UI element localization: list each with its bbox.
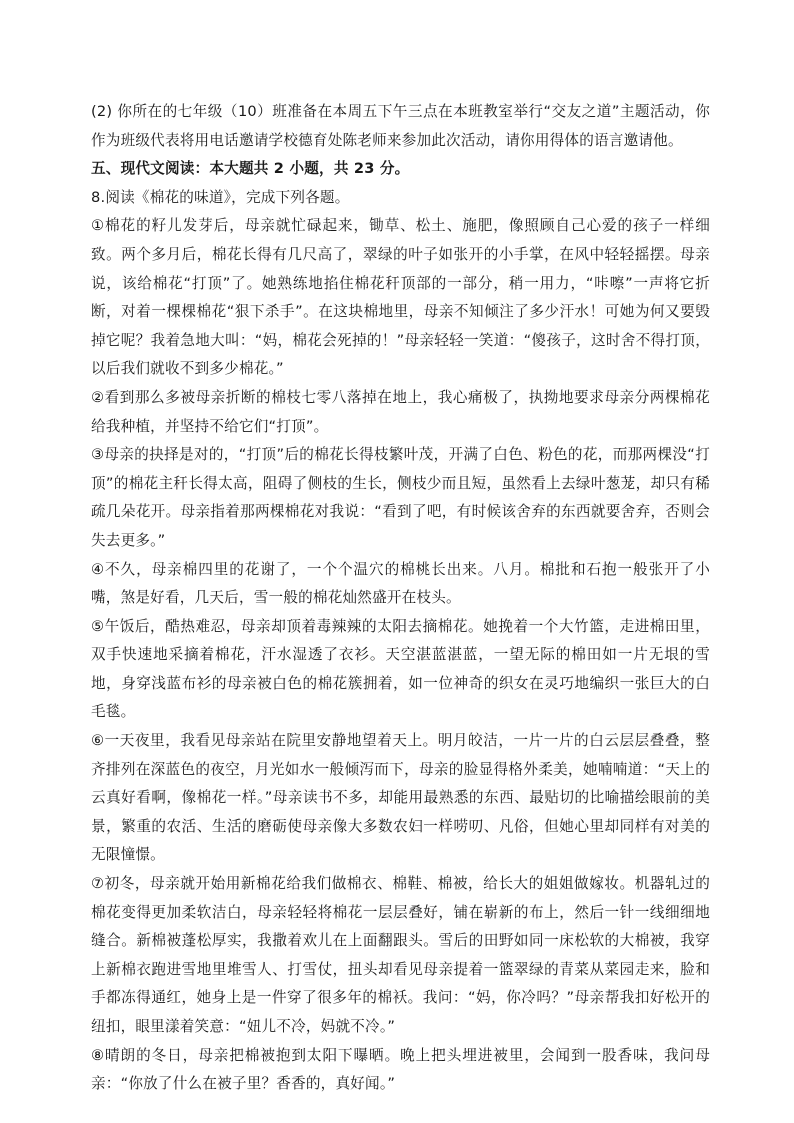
question-8-intro: 8.阅读《棉花的味道》，完成下列各题。 [91, 188, 350, 206]
paragraph-7: ⑦初冬，母亲就开始用新棉花给我们做棉衣、棉鞋、棉被，给长大的姐姐做嫁妆。机器轧过的棉花变得更加柔软洁白，母亲轻轻将棉花一层层叠好，铺在崭新的布上，然后一针一线细细地缝合。新棉被蓬松厚实，我撒着欢儿在上面翻跟头。雪后的田野如同一床松软的大棉被，我穿上新棉衣跑进雪地里堆雪人、打雪仗，扭头却看见母亲提着一篮翠绿的青菜从菜园走来，脸和手都冻得通红，她身上是一件穿了很多年的棉袄。我问：“妈，你冷吗？”母亲帮我扣好松开的纽扣，眼里漾着笑意：“妞儿不冷，妈就不冷。” [91, 875, 710, 1035]
paragraph-8: ⑧晴朗的冬日，母亲把棉被抱到太阳下曝晒。晚上把头埋进被里，会闻到一股香味，我问母亲：“你放了什么在被子里？香香的，真好闻。” [91, 1046, 710, 1093]
section-heading: 五、现代文阅读：本大题共 2 小题，共 23 分。 [91, 160, 410, 178]
paragraph-2: ②看到那么多被母亲折断的棉枝七零八落掉在地上，我心痛极了，执拗地要求母亲分两棵棉花给我种植，并坚持不给它们“打顶”。 [91, 388, 710, 435]
question-part-2: (2) 你所在的七年级（10）班准备在本周五下午三点在本班教室举行“交友之道”主题活动，你作为班级代表将用电话邀请学校德育处陈老师来参加此次活动，请你用得体的语言邀请他。 [91, 103, 710, 149]
paragraph-4: ④不久，母亲棉四里的花谢了，一个个温穴的棉桃长出来。八月。棉批和石抱一般张开了小嘴，煞是好看，几天后，雪一般的棉花灿然盛开在枝头。 [91, 560, 710, 607]
paragraph-6: ⑥一天夜里，我看见母亲站在院里安静地望着天上。明月皎洁，一片一片的白云层层叠叠，整齐排列在深蓝色的夜空，月光如水一般倾泻而下，母亲的脸显得格外柔美，她喃喃道：“天上的云真好看啊，像棉花一样。”母亲读书不多，却能用最熟悉的东西、最贴切的比喻描绘眼前的美景，繁重的农活、生活的磨砺使母亲像大多数农妇一样唠叨、凡俗，但她心里却同样有对美的无限憧憬。 [91, 732, 710, 864]
paragraph-1: ①棉花的籽儿发芽后，母亲就忙碌起来，锄草、松土、施肥，像照顾自己心爱的孩子一样细致。两个多月后，棉花长得有几尺高了，翠绿的叶子如张开的小手掌，在风中轻轻摇摆。母亲说，该给棉花“打顶”了。她熟练地掐住棉花秆顶部的一部分，稍一用力，“咔嚓”一声将它折断，对着一棵棵棉花“狠下杀手”。在这块棉地里，母亲不知倾注了多少汗水！可她为何又要毁掉它呢？我着急地大叫：“妈，棉花会死掉的！”母亲轻轻一笑道：“傻孩子，这时舍不得打顶，以后我们就收不到多少棉花。” [91, 217, 710, 378]
paragraph-3: ③母亲的抉择是对的，“打顶”后的棉花长得枝繁叶茂，开满了白色、粉色的花，而那两棵没“打顶”的棉花主秆长得太高，阻碍了侧枝的生长，侧枝少而且短，虽然看上去绿叶葱茏，却只有稀疏几朵花开。母亲指着那两棵棉花对我说：“看到了吧，有时候该舍弃的东西就要舍弃，否则会失去更多。” [91, 446, 710, 549]
paragraph-5: ⑤午饭后，酷热难忍，母亲却顶着毒辣辣的太阳去摘棉花。她挽着一个大竹篮，走进棉田里，双手快速地采摘着棉花，汗水湿透了衣衫。天空湛蓝湛蓝，一望无际的棉田如一片无垠的雪地，身穿浅蓝布衫的母亲被白色的棉花簇拥着，如一位神奇的织女在灵巧地编织一张巨大的白毛毯。 [91, 617, 710, 721]
